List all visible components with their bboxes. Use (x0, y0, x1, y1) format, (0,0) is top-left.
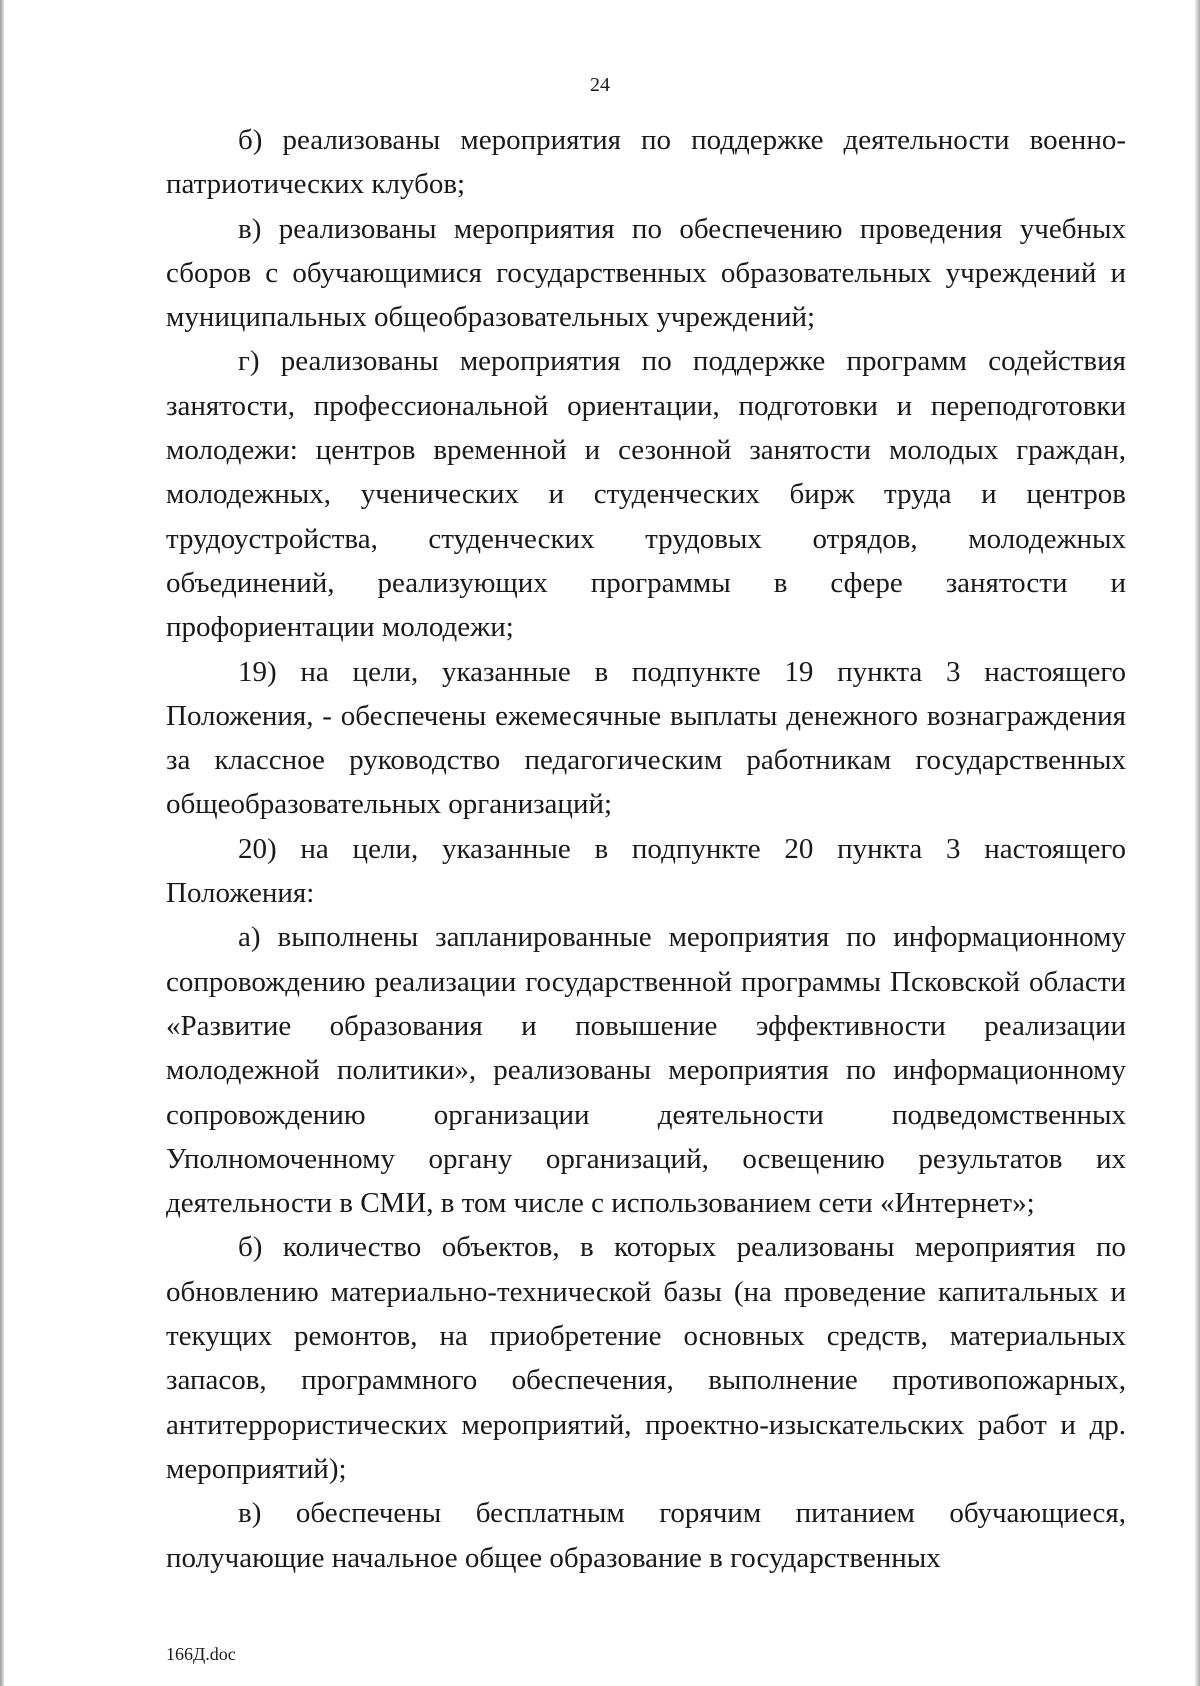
body-text (166, 118, 1126, 1580)
scan-edge-right (1195, 0, 1200, 1686)
paragraph: г) реализованы мероприятия по поддержке программ содействия занятости, профессиональной ориентации, подготовки и переподготовки молодежи: центров временной и сезонной занятости молодых граждан, молодежных, ученических и студенческих бирж труда и центров трудоустройства, студенческих трудовых отрядов, молодежных объединений, реализующих программы в сфере занятости и профориентации молодежи; (166, 345, 1126, 644)
file-name-footer: 166Д.doc (166, 1644, 236, 1664)
paragraph: в) обеспечены бесплатным горячим питанием обучающиеся, получающие начальное общее образование в государственных (166, 1497, 1126, 1574)
paragraph: 19) на цели, указанные в подпункте 19 пункта 3 настоящего Положения, - обеспечены ежемесячные выплаты денежного вознаграждения за классное руководство педагогическим работникам государственных общеобразовательных организаций; (166, 655, 1126, 821)
paragraph: 20) на цели, указанные в подпункте 20 пункта 3 настоящего Положения: (166, 832, 1126, 910)
scan-edge-left (0, 0, 4, 1686)
page-number: 24 (590, 74, 610, 96)
paragraph: б) реализованы мероприятия по поддержке деятельности военно-патриотических клубов; (166, 124, 1126, 201)
paragraph: в) реализованы мероприятия по обеспечению проведения учебных сборов с обучающимися государственных образовательных учреждений и муниципальных общеобразовательных учреждений; (166, 212, 1126, 334)
paragraph: а) выполнены запланированные мероприятия по информационному сопровождению реализации государственной программы Псковской области «Развитие образования и повышение эффективности реализации молодежной политики», реализованы мероприятия по информационному сопровождению организации деятельности подведомственных Уполномоченному органу организаций, освещению результатов их деятельности в СМИ, в том числе с использованием сети «Интернет»; (166, 921, 1126, 1220)
paragraph: б) количество объектов, в которых реализованы мероприятия по обновлению материально-технической базы (на проведение капитальных и текущих ремонтов, на приобретение основных средств, материальных запасов, программного обеспечения, выполнение противопожарных, антитеррористических мероприятий, проектно-изыскательских работ и др. мероприятий); (166, 1231, 1126, 1485)
